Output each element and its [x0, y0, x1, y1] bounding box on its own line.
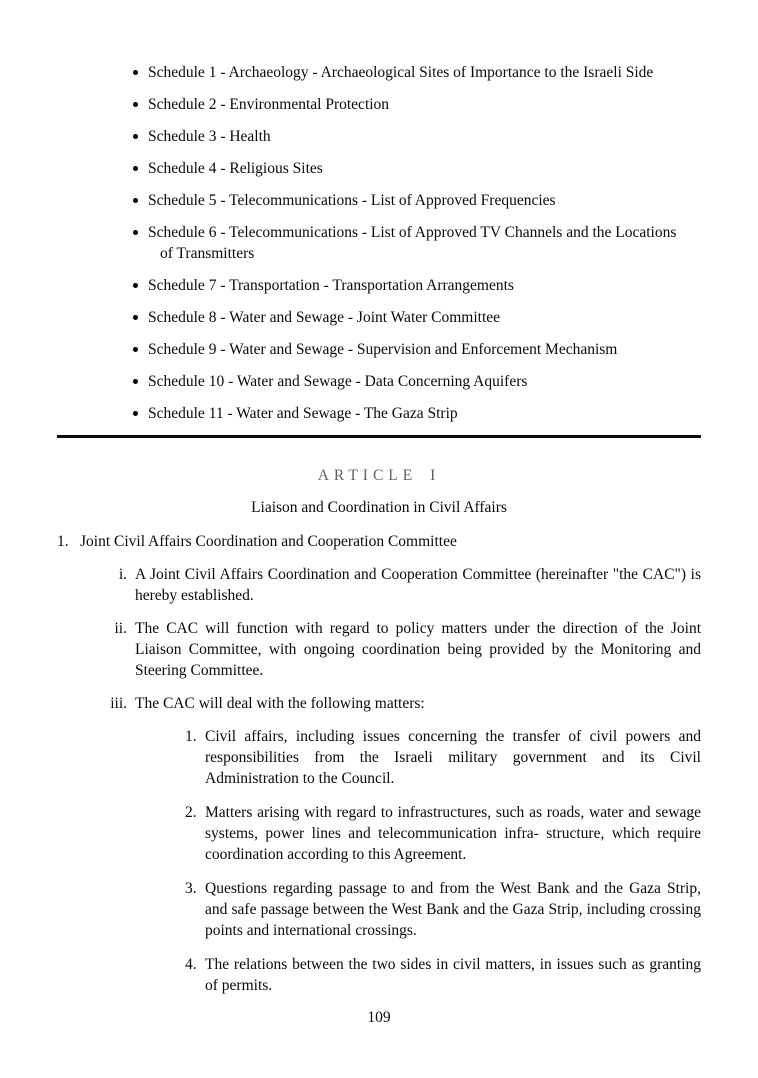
- bullet-icon: [133, 347, 138, 352]
- clause-label: i.: [118, 566, 127, 583]
- schedule-text: Schedule 11 - Water and Sewage - The Gaza Strip: [148, 405, 458, 422]
- bullet-icon: [133, 379, 138, 384]
- bullet-icon: [133, 411, 138, 416]
- list-item: [133, 339, 687, 360]
- clause-label: ii.: [114, 620, 127, 637]
- clause-item: [105, 618, 701, 681]
- matter-item: [185, 726, 701, 789]
- list-item: [133, 62, 687, 83]
- bullet-icon: [133, 230, 138, 235]
- matter-label: 4.: [185, 956, 197, 973]
- list-item: [133, 158, 687, 179]
- schedule-text: Schedule 4 - Religious Sites: [148, 160, 323, 177]
- matter-label: 1.: [185, 728, 197, 745]
- matter-text: The relations between the two sides in civil matters, in issues such as granting of permits.: [205, 956, 701, 994]
- schedule-text: Schedule 9 - Water and Sewage - Supervision and Enforcement Mechanism: [148, 341, 618, 358]
- clause-text: A Joint Civil Affairs Coordination and Cooperation Committee (hereinafter "the CAC") is hereby established.: [135, 566, 701, 604]
- clause-item: [105, 564, 701, 606]
- list-item: [133, 222, 687, 264]
- matter-list: [185, 726, 701, 996]
- list-item: [133, 307, 687, 328]
- schedule-text: Schedule 6 - Telecommunications - List of Approved TV Channels and the Locations of Transmitters: [148, 224, 677, 262]
- article-subheading: Liaison and Coordination in Civil Affairs: [251, 499, 507, 516]
- article-heading: ARTICLE I: [317, 467, 441, 484]
- matter-item: [185, 802, 701, 865]
- bullet-icon: [133, 102, 138, 107]
- list-item: [133, 275, 687, 296]
- clause-item: [105, 693, 701, 714]
- matter-label: 3.: [185, 880, 197, 897]
- list-item: [133, 403, 687, 424]
- clause-label: iii.: [110, 695, 127, 712]
- bullet-icon: [133, 134, 138, 139]
- schedule-text: Schedule 3 - Health: [148, 128, 271, 145]
- schedule-text: Schedule 2 - Environmental Protection: [148, 96, 390, 113]
- section-heading: [57, 531, 701, 552]
- matter-text: Civil affairs, including issues concerning the transfer of civil powers and responsibilities from the Israeli military government and its Civil Administration to the Council.: [205, 728, 701, 787]
- matter-item: [185, 878, 701, 941]
- page-number: 109: [367, 1009, 391, 1026]
- schedule-text: Schedule 10 - Water and Sewage - Data Concerning Aquifers: [148, 373, 528, 390]
- matter-text: Matters arising with regard to infrastructures, such as roads, water and sewage systems, power lines and telecommunication infra- structure, which require coordination according to this Agreement.: [205, 804, 701, 863]
- bullet-icon: [133, 198, 138, 203]
- schedule-text: Schedule 1 - Archaeology - Archaeological Sites of Importance to the Israeli Side: [148, 64, 654, 81]
- schedule-list: [133, 62, 687, 424]
- list-item: [133, 190, 687, 211]
- section-title: Joint Civil Affairs Coordination and Cooperation Committee: [80, 533, 457, 550]
- matter-item: [185, 954, 701, 996]
- bullet-icon: [133, 70, 138, 75]
- list-item: [133, 126, 687, 147]
- clause-list: [105, 564, 701, 714]
- bullet-icon: [133, 283, 138, 288]
- bullet-icon: [133, 166, 138, 171]
- clause-text: The CAC will deal with the following matters:: [135, 695, 425, 712]
- schedule-text: Schedule 5 - Telecommunications - List of Approved Frequencies: [148, 192, 556, 209]
- matter-label: 2.: [185, 804, 197, 821]
- bullet-icon: [133, 315, 138, 320]
- list-item: [133, 94, 687, 115]
- schedule-text: Schedule 8 - Water and Sewage - Joint Water Committee: [148, 309, 501, 326]
- list-item: [133, 371, 687, 392]
- schedule-text: Schedule 7 - Transportation - Transportation Arrangements: [148, 277, 514, 294]
- section-divider: [57, 435, 701, 438]
- matter-text: Questions regarding passage to and from the West Bank and the Gaza Strip, and safe passage between the West Bank and the Gaza Strip, including crossing points and international crossings.: [205, 880, 701, 939]
- section-number: 1.: [57, 533, 69, 550]
- clause-text: The CAC will function with regard to policy matters under the direction of the Joint Liaison Committee, with ongoing coordination being provided by the Monitoring and Steering Committee.: [135, 620, 701, 679]
